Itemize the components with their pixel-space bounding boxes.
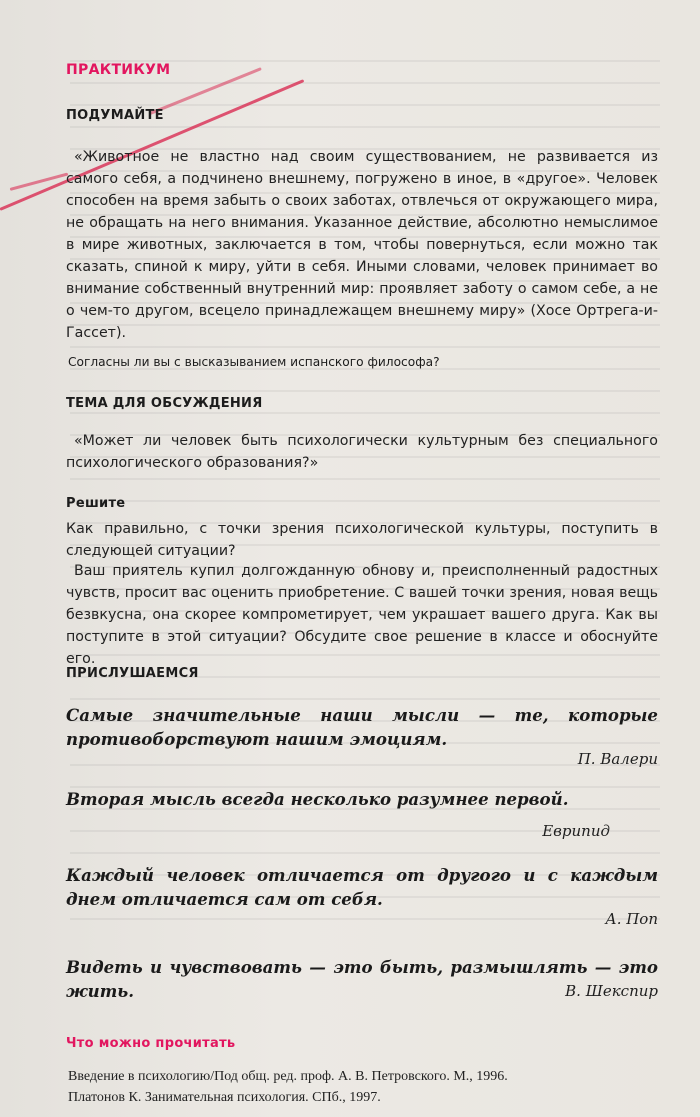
quote-2-author: Еврипид: [542, 822, 610, 840]
quote-2-text: Вторая мысль всегда несколько разумнее первой.: [66, 789, 569, 809]
solve-paragraph-1: Как правильно, с точки зрения психологической культуры, поступить в следующей ситуации?: [66, 521, 658, 559]
quote-4-text: Видеть и чувствовать — это быть, размышлять — это жить.: [66, 957, 658, 1001]
reading-title: Что можно прочитать: [66, 1036, 236, 1051]
quote-3-text: Каждый человек отличается от другого и с каждым днем отличается сам от себя.: [66, 865, 658, 909]
discussion-title: ТЕМА ДЛЯ ОБСУЖДЕНИЯ: [66, 396, 263, 411]
quote-4-author: В. Шекспир: [565, 982, 658, 1000]
quote-1-text: Самые значительные наши мысли — те, которые противоборствуют нашим эмоциям.: [66, 705, 658, 749]
solve-title: Решите: [66, 496, 126, 511]
quote-1-author: П. Валери: [577, 750, 658, 768]
think-title: ПОДУМАЙТЕ: [66, 108, 164, 123]
discussion-text: «Может ли человек быть психологически культурным без специального психологического образования?»: [66, 433, 658, 471]
practicum-title: ПРАКТИКУМ: [66, 62, 171, 78]
think-quote: «Животное не властно над своим существованием, не развивается из самого себя, а подчинено внешнему, погружено в иное, в «другое». Человек способен на время забыть о своих заботах, отвлечься от окружающего мира, не обращать на него внимания. Указанное действие, абсолютно немыслимое в мире животных, заключается в том, чтобы повернуться, если можно так сказать, спиной к миру, уйти в себя. Иными словами, человек принимает во внимание собственный внутренний мир: проявляет заботу о самом себе, а не о чем-то другом, всецело принадлежащем внешнему миру» (Хосе Ортрега-и-Гассет).: [66, 149, 658, 341]
reading-ref-2: Платонов К. Занимательная психология. СПб., 1997.: [68, 1090, 381, 1105]
think-question: Согласны ли вы с высказыванием испанского философа?: [68, 355, 440, 369]
quote-3-author: А. Поп: [605, 910, 658, 928]
solve-paragraph-2: Ваш приятель купил долгожданную обнову и, преисполненный радостных чувств, просит вас оценить приобретение. С вашей точки зрения, новая вещь безвкусна, она скорее компрометирует, чем украшает вашего друга. Как вы поступите в этой ситуации? Обсудите свое решение в классе и обоснуйте его.: [66, 563, 658, 667]
reading-ref-1: Введение в психологию/Под общ. ред. проф. А. В. Петровского. М., 1996.: [68, 1069, 508, 1084]
listen-title: ПРИСЛУШАЕМСЯ: [66, 666, 199, 681]
